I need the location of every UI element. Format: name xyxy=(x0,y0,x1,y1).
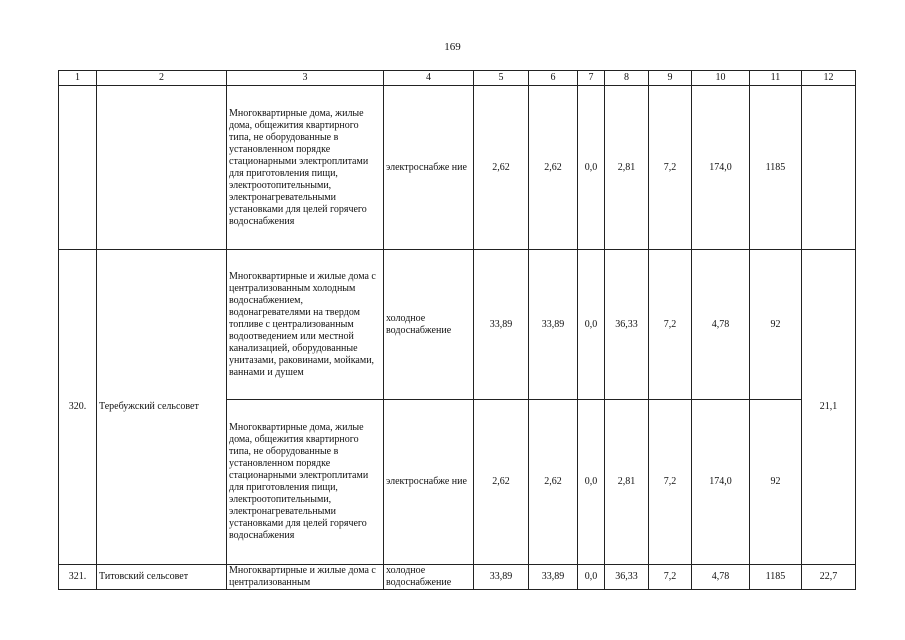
value-cell-8: 36,33 xyxy=(605,565,649,590)
settlement-cell: Титовский сельсовет xyxy=(97,565,227,590)
page-number: 169 xyxy=(444,41,461,53)
header-cell: 3 xyxy=(227,71,384,86)
value-cell-11: 92 xyxy=(750,400,802,565)
table-row xyxy=(59,250,856,400)
header-cell: 11 xyxy=(750,71,802,86)
value-cell-5: 2,62 xyxy=(474,86,529,250)
value-cell-7: 0,0 xyxy=(578,565,605,590)
value-cell-6: 33,89 xyxy=(529,565,578,590)
table-row xyxy=(59,86,856,250)
value-cell-10: 174,0 xyxy=(692,400,750,565)
header-cell: 4 xyxy=(384,71,474,86)
header-cell: 12 xyxy=(802,71,856,86)
row-number-cell: 321. xyxy=(59,565,97,590)
header-row xyxy=(59,71,856,86)
header-cell: 6 xyxy=(529,71,578,86)
header-cell: 1 xyxy=(59,71,97,86)
service-cell: холодное водоснабжение xyxy=(384,250,474,400)
header-cell: 10 xyxy=(692,71,750,86)
value-cell-7: 0,0 xyxy=(578,250,605,400)
value-cell-8: 2,81 xyxy=(605,400,649,565)
header-cell: 2 xyxy=(97,71,227,86)
header-cell: 8 xyxy=(605,71,649,86)
row-number-cell: 320. xyxy=(59,250,97,565)
value-cell-7: 0,0 xyxy=(578,400,605,565)
value-cell-10: 174,0 xyxy=(692,86,750,250)
value-cell-11: 1185 xyxy=(750,565,802,590)
header-cell: 5 xyxy=(474,71,529,86)
header-cell: 7 xyxy=(578,71,605,86)
value-cell-6: 2,62 xyxy=(529,400,578,565)
value-cell-9: 7,2 xyxy=(649,86,692,250)
category-cell: Многоквартирные и жилые дома с централизованным холодным водоснабжением, водонагревателями на твердом топливе с централизованным водоотведением или местной канализацией, оборудованные унитазами, раковинами, мойками, ваннами и душем xyxy=(227,250,384,400)
value-cell-10: 4,78 xyxy=(692,565,750,590)
tariff-table xyxy=(58,70,856,590)
service-cell: холодное водоснабжение xyxy=(384,565,474,590)
value-cell-6: 33,89 xyxy=(529,250,578,400)
value-cell-7: 0,0 xyxy=(578,86,605,250)
value-cell-11: 92 xyxy=(750,250,802,400)
header-cell: 9 xyxy=(649,71,692,86)
value-cell-9: 7,2 xyxy=(649,565,692,590)
value-cell-10: 4,78 xyxy=(692,250,750,400)
value-cell-5: 33,89 xyxy=(474,250,529,400)
value-cell-11: 1185 xyxy=(750,86,802,250)
settlement-cell: Теребужский сельсовет xyxy=(97,250,227,565)
service-cell: электроснабже ние xyxy=(384,86,474,250)
value-cell-9: 7,2 xyxy=(649,400,692,565)
value-cell-12: 22,7 xyxy=(802,565,856,590)
value-cell-5: 2,62 xyxy=(474,400,529,565)
value-cell-12 xyxy=(802,86,856,250)
row-number-cell xyxy=(59,86,97,250)
value-cell-12: 21,1 xyxy=(802,250,856,565)
value-cell-5: 33,89 xyxy=(474,565,529,590)
value-cell-9: 7,2 xyxy=(649,250,692,400)
table-row xyxy=(59,565,856,590)
value-cell-6: 2,62 xyxy=(529,86,578,250)
value-cell-8: 2,81 xyxy=(605,86,649,250)
category-cell: Многоквартирные и жилые дома с централизованным xyxy=(227,565,384,590)
service-cell: электроснабже ние xyxy=(384,400,474,565)
category-cell: Многоквартирные дома, жилые дома, общежития квартирного типа, не оборудованные в установленном порядке стационарными электроплитами для приготовления пищи, электроотопительными, электронагревательными установками для целей горячего водоснабжения xyxy=(227,86,384,250)
settlement-cell xyxy=(97,86,227,250)
category-cell: Многоквартирные дома, жилые дома, общежития квартирного типа, не оборудованные в установленном порядке стационарными электроплитами для приготовления пищи, электроотопительными, электронагревательными установками для целей горячего водоснабжения xyxy=(227,400,384,565)
value-cell-8: 36,33 xyxy=(605,250,649,400)
